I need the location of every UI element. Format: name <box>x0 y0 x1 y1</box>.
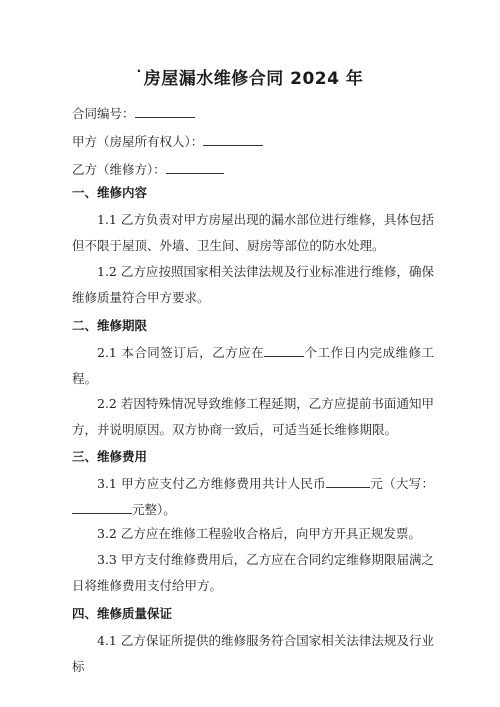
workdays-blank[interactable] <box>264 343 304 357</box>
title-text: 房屋漏水维修合同 2024 年 <box>143 69 364 89</box>
title-dot: · <box>136 64 142 78</box>
party-a-field <box>72 132 434 152</box>
paragraph-1-1: 1.1 乙方负责对甲方房屋出现的漏水部位进行维修，具体包括但不限于屋顶、外墙、卫生间、厨房等部位的防水处理。 <box>72 212 434 253</box>
paragraph-2-1 <box>72 340 434 392</box>
paragraph-3-1-before: 3.1 甲方应支付乙方维修费用共计人民币 <box>97 476 326 491</box>
party-a-label: 甲方（房屋所有权人）： <box>72 134 204 149</box>
paragraph-2-1-before: 2.1 本合同签订后，乙方应在 <box>97 345 265 360</box>
paragraph-2-2: 2.2 若因特殊情况导致维修工程延期，乙方应提前书面通知甲方，并说明原因。双方协商一致后，可适当延长维修期限。 <box>72 396 434 437</box>
party-a-blank[interactable] <box>203 132 263 146</box>
paragraph-3-1-after: 元整）。 <box>132 502 176 517</box>
paragraph-3-1 <box>72 471 434 523</box>
party-b-blank[interactable] <box>166 160 224 174</box>
section-heading-1: 一、维修内容 <box>72 185 148 200</box>
paragraph-3-2: 3.2 乙方应在维修工程验收合格后，向甲方开具正规发票。 <box>97 526 421 541</box>
paragraph-1-2: 1.2 乙方应按照国家相关法律法规及行业标准进行维修，确保维修质量符合甲方要求。 <box>72 264 434 305</box>
amount-blank[interactable] <box>326 474 370 488</box>
section-heading-2: 二、维修期限 <box>72 318 148 333</box>
section-heading-3: 三、维修费用 <box>72 449 148 464</box>
contract-number-blank[interactable] <box>135 104 195 118</box>
paragraph-2-1-after: 个工作日内完成维修工程。 <box>72 345 434 386</box>
contract-number-label: 合同编号： <box>72 106 135 121</box>
amount-uppercase-blank[interactable] <box>72 500 132 514</box>
paragraph-3-3: 3.3 甲方支付维修费用后，乙方应在合同约定维修期限届满之日将维修费用支付给甲方。 <box>72 552 434 593</box>
document-title <box>0 64 500 89</box>
contract-number-field <box>72 104 434 124</box>
party-b-field <box>72 160 434 180</box>
paragraph-4-1: 4.1 乙方保证所提供的维修服务符合国家相关法律法规及行业标 <box>72 633 434 674</box>
section-heading-4: 四、维修质量保证 <box>72 606 173 621</box>
party-b-label: 乙方（维修方）： <box>72 162 166 177</box>
paragraph-3-1-mid: 元（大写： <box>369 476 434 491</box>
